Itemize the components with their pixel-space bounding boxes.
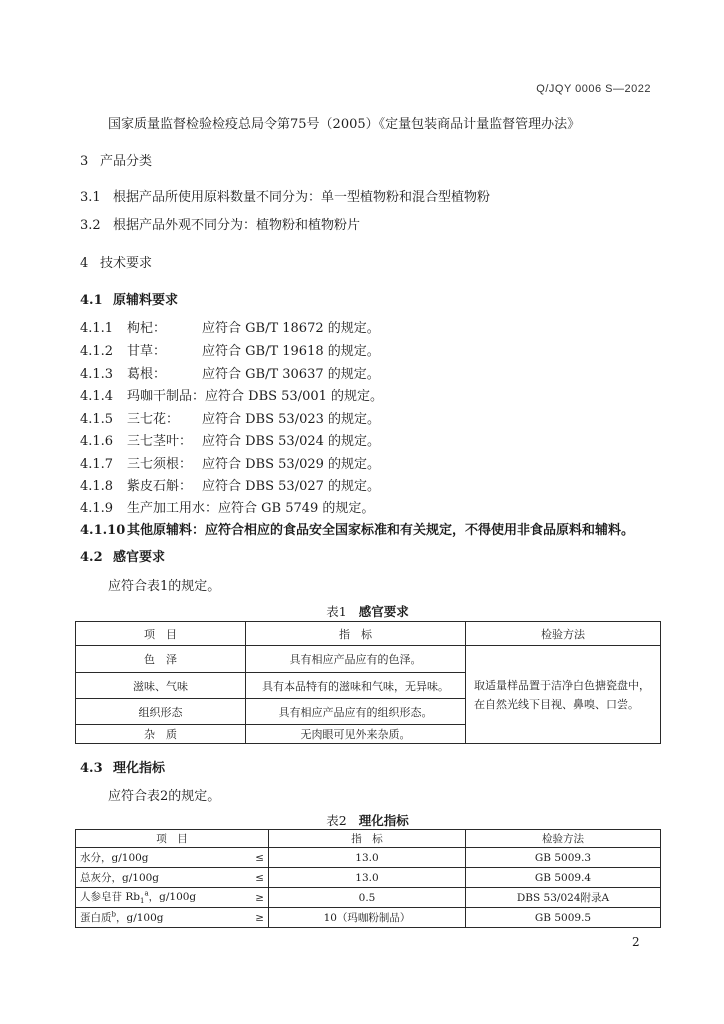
section-number: 3 <box>80 154 89 169</box>
header-item: 项 目 <box>76 622 246 646</box>
section-3-heading <box>80 154 152 170</box>
clause-4-1-6 <box>80 434 380 450</box>
footnote-marker: a <box>144 889 149 898</box>
material-name: 紫皮石斛： <box>127 479 193 494</box>
requirement-text: 应符合 GB/T 18672 的规定。 <box>202 321 380 336</box>
table-1-reference: 应符合表1的规定。 <box>108 579 221 594</box>
row-item <box>76 888 269 908</box>
requirement-text: 应符合 DBS 53/024 的规定。 <box>202 434 381 449</box>
caption-title: 理化指标 <box>358 813 409 828</box>
clause-4-1-8 <box>80 479 380 495</box>
row-method: GB 5009.5 <box>466 908 661 928</box>
section-4-3-heading <box>80 761 165 777</box>
section-number: 4 <box>80 256 89 271</box>
comparison-symbol: ≥ <box>255 911 264 924</box>
document-code: Q/JQY 0006 S—2022 <box>536 83 651 95</box>
caption-label: 表1 <box>326 604 347 619</box>
item-name: 蛋白质 <box>80 912 112 924</box>
clause-number: 4.1.3 <box>80 367 114 382</box>
item-unit: ，g/100g <box>101 852 149 864</box>
section-title: 原辅料要求 <box>113 293 179 308</box>
clause-4-1-10 <box>80 523 634 539</box>
clause-number: 4.1.10 <box>80 523 126 538</box>
section-number: 4.3 <box>80 761 103 776</box>
clause-number: 4.1.2 <box>80 344 114 359</box>
table-row <box>76 848 661 868</box>
header-item: 项 目 <box>76 830 269 848</box>
row-method: GB 5009.4 <box>466 868 661 888</box>
clause-text: 根据产品外观不同分为：植物粉和植物粉片 <box>113 218 361 233</box>
physicochemical-table <box>75 829 661 928</box>
table-row <box>76 908 661 928</box>
comparison-symbol: ≤ <box>255 851 264 864</box>
caption-label: 表2 <box>326 813 347 828</box>
row-value: 10（玛咖粉制品） <box>269 908 466 928</box>
clause-4-1-3 <box>80 367 380 383</box>
row-item: 杂 质 <box>76 725 246 744</box>
section-4-1-heading <box>80 293 178 309</box>
row-spec: 具有相应产品应有的组织形态。 <box>246 699 466 725</box>
comparison-symbol: ≥ <box>255 891 264 904</box>
clause-4-1-1 <box>80 321 380 337</box>
row-item <box>76 848 269 868</box>
material-name: 三七茎叶： <box>127 434 193 449</box>
clause-number: 3.2 <box>80 218 101 233</box>
material-name: 其他原辅料： <box>127 523 206 538</box>
item-unit: ，g/100g <box>111 872 160 884</box>
table-2-caption <box>75 813 660 829</box>
caption-title: 感官要求 <box>358 604 409 619</box>
clause-number: 4.1.4 <box>80 389 114 404</box>
header-spec: 指 标 <box>246 622 466 646</box>
requirement-text: 应符合 GB 5749 的规定。 <box>218 501 375 516</box>
requirement-text: 应符合 DBS 53/001 的规定。 <box>205 389 384 404</box>
item-unit: ，g/100g <box>148 891 197 904</box>
header-method: 检验方法 <box>466 830 661 848</box>
table-2-reference: 应符合表2的规定。 <box>108 789 221 804</box>
clause-3-2 <box>80 218 360 234</box>
row-method: GB 5009.3 <box>466 848 661 868</box>
clause-number: 4.1.8 <box>80 479 114 494</box>
header-spec: 指 标 <box>269 830 466 848</box>
row-item: 组织形态 <box>76 699 246 725</box>
clause-number: 4.1.7 <box>80 457 114 472</box>
row-item: 色 泽 <box>76 646 246 673</box>
table-header-row <box>76 830 661 848</box>
requirement-text: 应符合相应的食品安全国家标准和有关规定，不得使用非食品原料和辅料。 <box>205 523 635 538</box>
section-number: 4.1 <box>80 293 103 308</box>
item-unit: ，g/100g <box>115 912 164 924</box>
clause-4-1-7 <box>80 457 380 473</box>
clause-4-1-5 <box>80 412 380 428</box>
sensory-requirements-table <box>75 621 661 744</box>
table-row <box>76 868 661 888</box>
item-name: 总灰分 <box>80 872 112 884</box>
material-name: 葛根： <box>127 367 167 382</box>
requirement-text: 应符合 DBS 53/023 的规定。 <box>202 412 381 427</box>
row-item <box>76 868 269 888</box>
row-spec: 具有本品特有的滋味和气味，无异味。 <box>246 673 466 699</box>
clause-4-1-2 <box>80 344 380 360</box>
header-method: 检验方法 <box>466 622 661 646</box>
section-title: 产品分类 <box>100 154 153 169</box>
row-spec: 具有相应产品应有的色泽。 <box>246 646 466 673</box>
item-name: 水分 <box>80 852 101 864</box>
clause-number: 4.1.9 <box>80 501 114 516</box>
row-value: 13.0 <box>269 868 466 888</box>
section-number: 4.2 <box>80 550 103 565</box>
row-spec: 无肉眼可见外来杂质。 <box>246 725 466 744</box>
item-name: 人参皂苷 Rb <box>80 891 140 904</box>
material-name: 生产加工用水： <box>127 501 219 516</box>
row-method: DBS 53/024附录A <box>466 888 661 908</box>
row-item: 滋味、气味 <box>76 673 246 699</box>
clause-4-1-9 <box>80 501 374 517</box>
row-value: 13.0 <box>269 848 466 868</box>
clause-number: 4.1.6 <box>80 434 114 449</box>
page-number: 2 <box>632 935 640 949</box>
row-value: 0.5 <box>269 888 466 908</box>
material-name: 三七须根： <box>127 457 193 472</box>
section-title: 理化指标 <box>113 761 166 776</box>
requirement-text: 应符合 GB/T 30637 的规定。 <box>202 367 380 382</box>
material-name: 三七花： <box>127 412 180 427</box>
material-name: 甘草： <box>127 344 167 359</box>
footnote-marker: b <box>111 910 116 919</box>
requirement-text: 应符合 DBS 53/029 的规定。 <box>202 457 381 472</box>
table-1-caption <box>75 604 660 620</box>
table-header-row <box>76 622 661 646</box>
requirement-text: 应符合 GB/T 19618 的规定。 <box>202 344 380 359</box>
reference-line: 国家质量监督检验检疫总局令第75号（2005）《定量包装商品计量监督管理办法》 <box>108 117 581 132</box>
section-title: 感官要求 <box>113 550 166 565</box>
clause-number: 4.1.5 <box>80 412 114 427</box>
clause-number: 3.1 <box>80 190 101 205</box>
test-method: 取适量样品置于洁净白色搪瓷盘中，在自然光线下目视、鼻嗅、口尝。 <box>466 646 661 744</box>
section-title: 技术要求 <box>100 256 153 271</box>
item-subscript: 1 <box>139 897 145 906</box>
material-name: 枸杞： <box>127 321 167 336</box>
clause-3-1 <box>80 190 490 206</box>
requirement-text: 应符合 DBS 53/027 的规定。 <box>202 479 381 494</box>
section-4-heading <box>80 256 152 272</box>
material-name: 玛咖干制品： <box>127 389 206 404</box>
clause-number: 4.1.1 <box>80 321 114 336</box>
section-4-2-heading <box>80 550 165 566</box>
row-item <box>76 908 269 928</box>
clause-4-1-4 <box>80 389 383 405</box>
clause-text: 根据产品所使用原料数量不同分为：单一型植物粉和混合型植物粉 <box>113 190 491 205</box>
table-row <box>76 646 661 673</box>
table-row <box>76 888 661 908</box>
comparison-symbol: ≤ <box>255 871 264 884</box>
